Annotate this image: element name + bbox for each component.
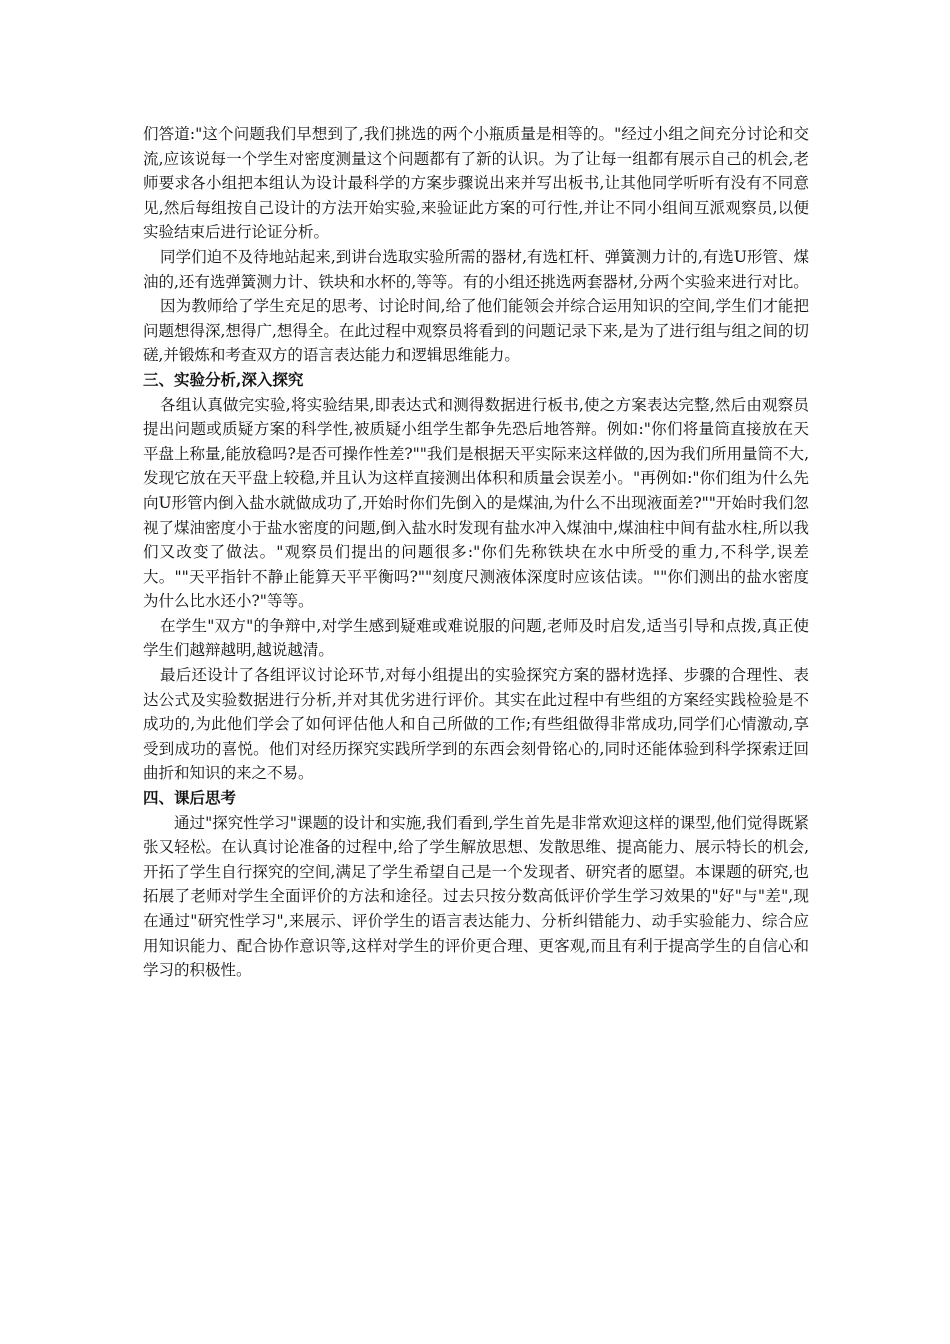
paragraph-evaluation: 最后还设计了各组评议讨论环节,对每小组提出的实验探究方案的器材选择、步骤的合理性、表达公式及实验数据进行分析,并对其优劣进行评价。其实在此过程中有些组的方案经实践检验是不成功的,为此他们学会了如何评估他人和自己所做的工作;有些组做得非常成功,同学们心情激动,享受到成功的喜悦。他们对经历探究实践所学到的东西会刻骨铭心的,同时还能体验到科学探索迂回曲折和知识的来之不易。 — [143, 666, 809, 783]
paragraph-analysis: 各组认真做完实验,将实验结果,即表达式和测得数据进行板书,使之方案表达完整,然后由观察员提出问题或质疑方案的科学性,被质疑小组学生都争先恐后地答辩。例如:"你们将量筒直接放在天平盘上称量,能放稳吗?是否可操作性差?""我们是根据天平实际来这样做的,因为我们所用量筒不大,发现它放在天平盘上较稳,并且认为这样直接测出体积和质量会误差小。"再例如:"你们组为什么先向U形管内倒入盐水就做成功了,开始时你们先倒入的是煤油,为什么不出现液面差?""开始时我们忽视了煤油密度小于盐水密度的问题,倒入盐水时发现有盐水冲入煤油中,煤油柱中间有盐水柱,所以我们又改变了做法。"观察员们提出的问题很多:"你们先称铁块在水中所受的重力,不科学,误差大。""天平指针不静止能算天平平衡吗?""刻度尺测液体深度时应该估读。""你们测出的盐水密度为什么比水还小?"等等。 — [143, 395, 809, 611]
paragraph-continuation: 们答道:"这个问题我们早想到了,我们挑选的两个小瓶质量是相等的。"经过小组之间充分讨论和交流,应该说每一个学生对密度测量这个问题都有了新的认识。为了让每一组都有展示自己的机会,老师要求各小组把本组认为设计最科学的方案步骤说出来并写出板书,让其他同学听听有没有不同意见,然后每组按自己设计的方法开始实验,来验证此方案的可行性,并让不同小组间互派观察员,以便实验结束后进行论证分析。 — [143, 125, 809, 242]
paragraph-equipment: 同学们迫不及待地站起来,到讲台选取实验所需的器材,有选杠杆、弹簧测力计的,有选U形管、煤油的,还有选弹簧测力计、铁块和水杯的,等等。有的小组还挑选两套器材,分两个实验来进行对比。 — [143, 247, 809, 291]
section-heading-3: 三、实验分析,深入探究 — [143, 369, 304, 389]
paragraph-thinking-time: 因为教师给了学生充足的思考、讨论时间,给了他们能领会并综合运用知识的空间,学生们才能把问题想得深,想得广,想得全。在此过程中观察员将看到的问题记录下来,是为了进行组与组之间的切磋,并锻炼和考查双方的语言表达能力和逻辑思维能力。 — [143, 297, 809, 365]
paragraph-reflection: 通过"探究性学习"课题的设计和实施,我们看到,学生首先是非常欢迎这样的课型,他们觉得既紧张又轻松。在认真讨论准备的过程中,给了学生解放思想、发散思维、提高能力、展示特长的机会,开拓了学生自行探究的空间,满足了学生希望自己是一个发现者、研究者的愿望。本课题的研究,也拓展了老师对学生全面评价的方法和途径。过去只按分数高低评价学生学习效果的"好"与"差",现在通过"研究性学习",来展示、评价学生的语言表达能力、分析纠错能力、动手实验能力、综合应用知识能力、配合协作意识等,这样对学生的评价更合理、更客观,而且有利于提高学生的自信心和学习的积极性。 — [143, 813, 809, 980]
paragraph-debate: 在学生"双方"的争辩中,对学生感到疑难或难说服的问题,老师及时启发,适当引导和点拨,真正使学生们越辩越明,越说越清。 — [143, 616, 809, 660]
document-body — [143, 122, 809, 983]
section-heading-4: 四、课后思考 — [143, 788, 237, 808]
